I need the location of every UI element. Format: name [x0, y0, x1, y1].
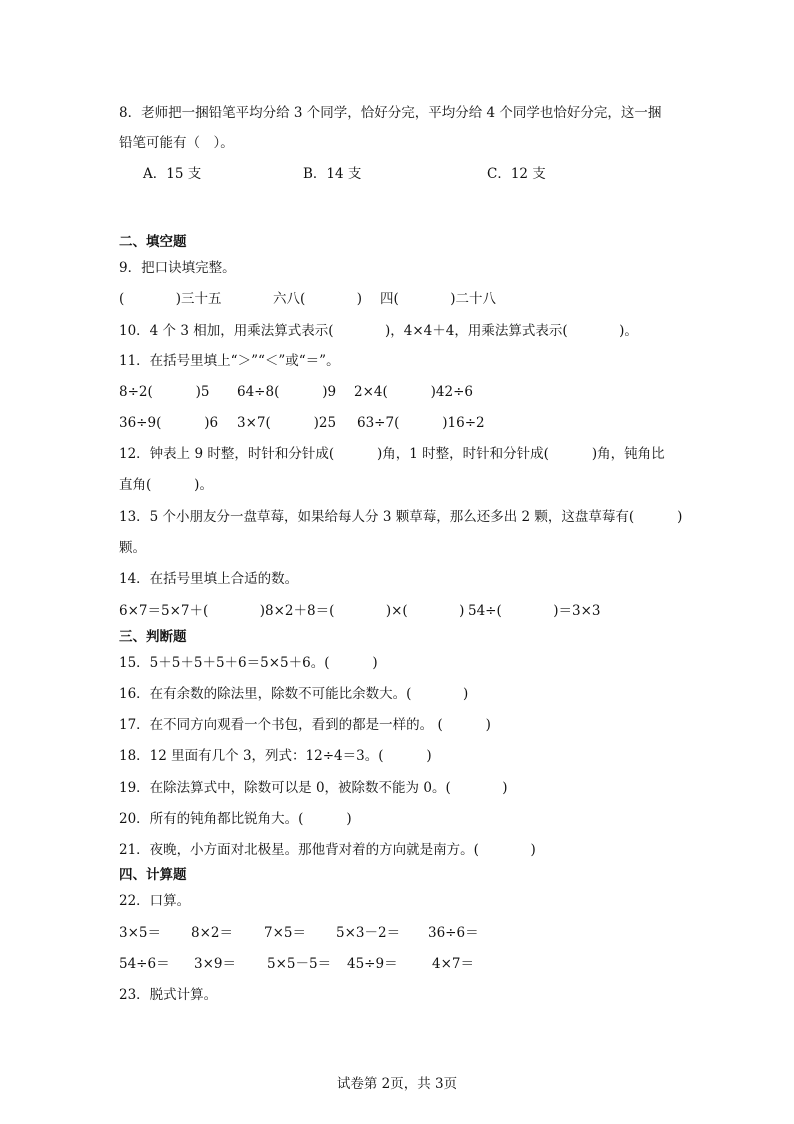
q22-text: 22．口算。	[119, 893, 191, 909]
q15-text: 15．5＋5＋5＋5＋6＝5×5＋6。( )	[119, 655, 378, 671]
q11-item: 64÷8( )9	[237, 384, 337, 400]
q13-line1: 13．5 个小朋友分一盘草莓，如果给每人分 3 颗草莓，那么还多出 2 颗，这盘草莓有( )	[119, 509, 683, 525]
q22-item: 5×5－5＝	[267, 956, 332, 972]
q8-option-b: B．14 支	[303, 166, 362, 182]
q22-item: 45÷9＝	[347, 956, 398, 972]
q11-item: 36÷9( )6	[119, 415, 219, 431]
q20-text: 20．所有的钝角都比锐角大。( )	[119, 811, 352, 827]
q21-text: 21．夜晚，小方面对北极星。那他背对着的方向就是南方。( )	[119, 842, 536, 858]
q14-item: 6×7＝5×7＋( )	[119, 603, 266, 619]
q11-text: 11．在括号里填上“＞”“＜”或“＝”。	[119, 353, 340, 369]
q13-line2: 颗。	[119, 540, 146, 556]
q22-item: 3×9＝	[194, 956, 236, 972]
q11-item: 3×7( )25	[237, 415, 337, 431]
q11-item: 2×4( )42÷6	[354, 384, 474, 400]
section-title-calculation: 四、计算题	[119, 867, 187, 883]
q14-item: 54÷( )＝3×3	[468, 603, 601, 619]
q19-text: 19．在除法算式中，除数可以是 0，被除数不能为 0。( )	[119, 780, 508, 796]
q11-item: 63÷7( )16÷2	[357, 415, 485, 431]
q22-item: 3×5＝	[119, 925, 161, 941]
q10-text: 10．4 个 3 相加，用乘法算式表示( )，4×4＋4，用乘法算式表示( )。	[119, 323, 638, 339]
q23-text: 23．脱式计算。	[119, 987, 218, 1003]
q14-item: 8×2＋8＝( )×( )	[265, 603, 465, 619]
q8-line2: 铅笔可能有（ ）。	[119, 135, 234, 151]
q22-item: 5×3－2＝	[336, 925, 401, 941]
q16-text: 16．在有余数的除法里，除数不可能比余数大。( )	[119, 686, 469, 702]
section-title-fill-in: 二、填空题	[119, 234, 187, 250]
q9-item-2: 六八( )	[273, 291, 363, 307]
q8-line1: 8．老师把一捆铅笔平均分给 3 个同学，恰好分完，平均分给 4 个同学也恰好分完，这一捆	[119, 105, 662, 121]
q9-text: 9．把口诀填完整。	[119, 260, 236, 276]
q22-item: 7×5＝	[264, 925, 306, 941]
q12-line1: 12．钟表上 9 时整，时针和分针成( )角，1 时整，时针和分针成( )角，钝角比	[119, 446, 665, 462]
q17-text: 17．在不同方向观看一个书包，看到的都是一样的。 ( )	[119, 717, 491, 733]
q9-item-3: 四( )二十八	[380, 291, 497, 307]
q14-text: 14．在括号里填上合适的数。	[119, 571, 299, 587]
q22-item: 4×7＝	[432, 956, 474, 972]
q8-option-c: C．12 支	[487, 166, 546, 182]
q22-item: 54÷6＝	[119, 956, 170, 972]
q9-item-1: ( )三十五	[119, 291, 222, 307]
page-footer: 试卷第 2页，共 3页	[336, 1076, 458, 1092]
q8-option-a: A．15 支	[143, 166, 202, 182]
q11-item: 8÷2( )5	[119, 384, 210, 400]
q22-item: 36÷6＝	[428, 925, 479, 941]
q18-text: 18．12 里面有几个 3，列式：12÷4＝3。( )	[119, 748, 432, 764]
section-title-judgement: 三、判断题	[119, 629, 187, 645]
q12-line2: 直角( )。	[119, 477, 213, 493]
q22-item: 8×2＝	[191, 925, 233, 941]
